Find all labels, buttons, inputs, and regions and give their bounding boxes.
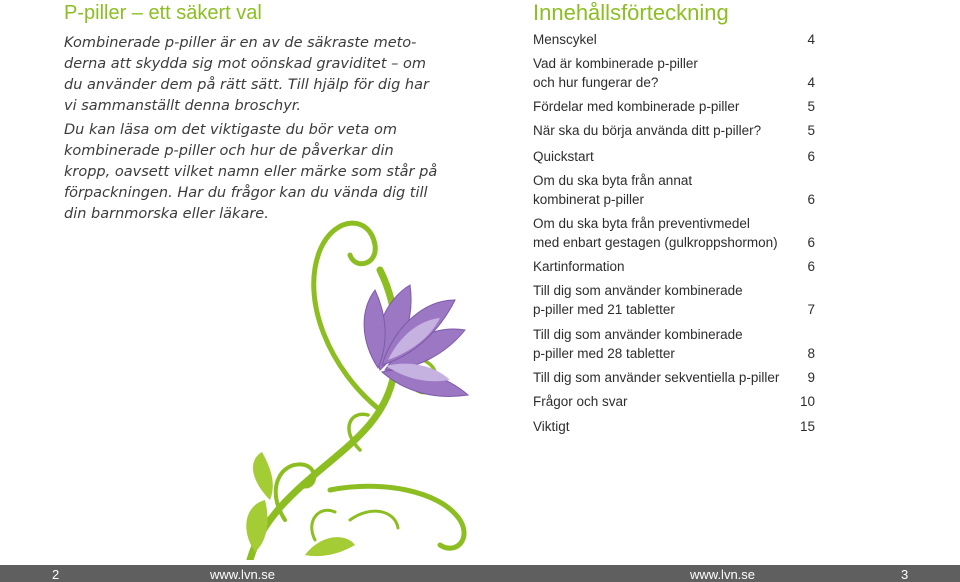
toc-entry-kartinformation[interactable] [533,258,815,277]
toc-entry-label: Viktigt [533,419,570,434]
toc-page-number: 6 [807,259,815,274]
text-line: derna att skydda sig mot oönskad graviditet – om [64,56,426,72]
left-page-number: 2 [52,567,60,582]
toc-entry-byta-gestagen[interactable] [533,215,815,252]
toc-entry-label: med enbart gestagen (gulkroppshormon) [533,234,778,250]
left-footer-url[interactable]: www.lvn.se [210,567,276,582]
toc-page-number: 15 [799,419,815,434]
text-line: förpackningen. Har du frågor kan du vända dig till [64,185,428,201]
toc-entry-label: Till dig som använder kombinerade [533,283,743,298]
toc-entry-label: Quickstart [533,149,594,164]
toc-title: Innehållsförteckning [533,0,729,25]
toc-entry-label: Vad är kombinerade p-piller [533,56,698,71]
toc-entry-quickstart[interactable] [533,148,815,167]
text-line: Kombinerade p-piller är en av de säkraste meto- [64,35,417,51]
toc-page-number: 6 [807,191,815,207]
toc-entry-fragor-och-svar[interactable] [533,393,815,412]
toc-page-number: 4 [807,74,815,90]
page-title: P-piller – ett säkert val [64,2,262,24]
toc-entry-label: Om du ska byta från preventivmedel [533,216,750,231]
toc-entry-label: Till dig som använder sekventiella p-piller [533,370,780,385]
text-line: Du kan läsa om det viktigaste du bör veta om [64,122,397,138]
right-page-number: 3 [901,567,909,582]
toc-page-number: 4 [807,32,815,47]
toc-entry-label: och hur fungerar de? [533,74,659,90]
toc-entry-label: När ska du börja använda ditt p-piller? [533,123,762,138]
toc-entry-sekventiella[interactable] [533,369,815,388]
toc-page-number: 7 [807,301,815,317]
text-line: kropp, oavsett vilket namn eller märke som står på [64,164,438,180]
toc-entry-byta-kombinerat[interactable] [533,172,815,209]
text-line: kombinerade p-piller och hur de påverkar din [64,143,394,159]
footer-bar [0,565,960,582]
toc-entry-label: p-piller med 21 tabletter [533,301,675,317]
toc-entry-label: Frågor och svar [533,394,628,409]
toc-entry-label: p-piller med 28 tabletter [533,345,675,361]
toc-page-number: 6 [807,149,815,164]
toc-entry-label: Om du ska byta från annat [533,173,693,188]
toc-entry-fordelar[interactable] [533,98,815,117]
flower-illustration [210,160,510,560]
toc-entry-label: Fördelar med kombinerade p-piller [533,99,740,114]
toc-entry-label: Kartinformation [533,259,625,274]
toc-page-number: 6 [807,234,815,250]
toc-entry-21-tabletter[interactable] [533,282,815,319]
right-footer-url[interactable]: www.lvn.se [690,567,756,582]
text-line: din barnmorska eller läkare. [64,206,269,222]
toc-page-number: 5 [807,123,815,138]
toc-entry-label: kombinerat p-piller [533,191,645,207]
toc-page-number: 9 [807,370,815,385]
toc-page-number: 5 [807,99,815,114]
toc-page-number: 8 [807,345,815,361]
toc-entry-viktigt[interactable] [533,418,815,437]
text-line: vi sammanställt denna broschyr. [64,98,302,114]
toc-entry-nar-borja[interactable] [533,122,815,141]
toc-entry-label: Menscykel [533,32,597,47]
intro-paragraph-1 [64,33,434,117]
toc-entry-28-tabletter[interactable] [533,326,815,363]
toc-entry-vad-ar-kombinerade[interactable] [533,55,815,92]
toc-page-number: 10 [799,394,815,409]
toc-entry-label: Till dig som använder kombinerade [533,327,743,342]
toc-entry-menscykel[interactable] [533,31,815,50]
text-line: du använder dem på rätt sätt. Till hjälp för dig har [64,77,429,93]
